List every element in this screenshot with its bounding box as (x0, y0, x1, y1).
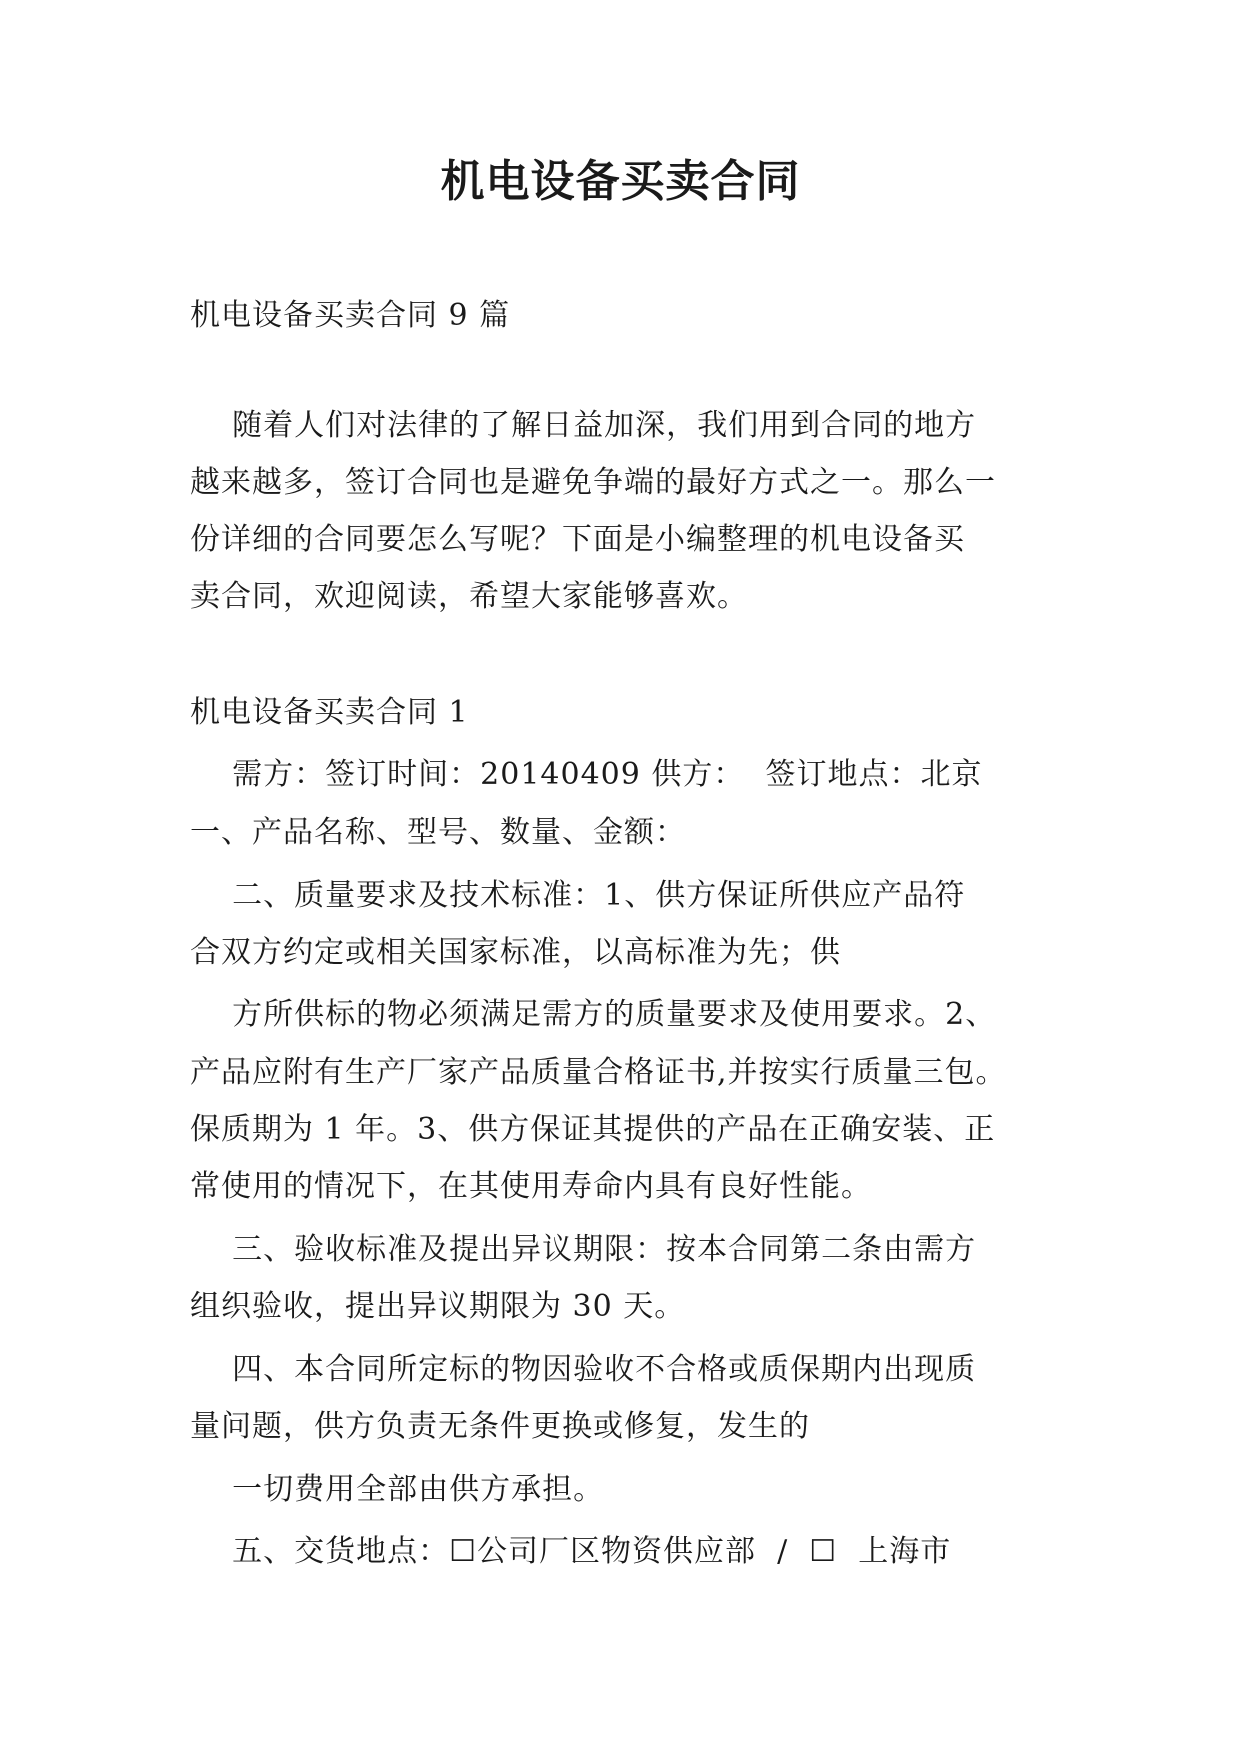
paragraph-line: 产品应附有生产厂家产品质量合格证书,并按实行质量三包。 (190, 1055, 1007, 1090)
paragraph-line: 二、质量要求及技术标准：1、供方保证所供应产品符 (190, 878, 966, 913)
paragraph-line: 常使用的情况下，在其使用寿命内具有良好性能。 (190, 1169, 872, 1204)
paragraph-line: 份详细的合同要怎么写呢？下面是小编整理的机电设备买 (190, 522, 965, 557)
paragraph-line: 量问题，供方负责无条件更换或修复，发生的 (190, 1409, 810, 1444)
paragraph-line: 合双方约定或相关国家标准，以高标准为先；供 (190, 935, 841, 970)
section-heading: 机电设备买卖合同 1 (190, 695, 469, 730)
paragraph-line: 组织验收，提出异议期限为 30 天。 (190, 1289, 686, 1324)
paragraph-line: 三、验收标准及提出异议期限：按本合同第二条由需方 (190, 1232, 977, 1267)
paragraph-line: 一、产品名称、型号、数量、金额： (190, 815, 686, 850)
paragraph-line: 方所供标的物必须满足需方的质量要求及使用要求。2、 (190, 997, 997, 1032)
paragraph-line: 随着人们对法律的了解日益加深，我们用到合同的地方 (190, 408, 977, 443)
document-subtitle: 机电设备买卖合同 9 篇 (190, 298, 511, 333)
paragraph-line: 五、交货地点：☐公司厂区物资供应部 / ☐ 上海市 (190, 1534, 952, 1569)
paragraph-line: 卖合同，欢迎阅读，希望大家能够喜欢。 (190, 579, 748, 614)
paragraph-line: 四、本合同所定标的物因验收不合格或质保期内出现质 (190, 1352, 977, 1387)
paragraph-line: 保质期为 1 年。3、供方保证其提供的产品在正确安装、正 (190, 1112, 996, 1147)
paragraph-line: 越来越多，签订合同也是避免争端的最好方式之一。那么一 (190, 465, 996, 500)
paragraph-line: 一切费用全部由供方承担。 (190, 1472, 605, 1507)
paragraph-line: 需方：签订时间：20140409 供方： 签订地点：北京 (190, 757, 983, 792)
document-title: 机电设备买卖合同 (440, 156, 801, 207)
